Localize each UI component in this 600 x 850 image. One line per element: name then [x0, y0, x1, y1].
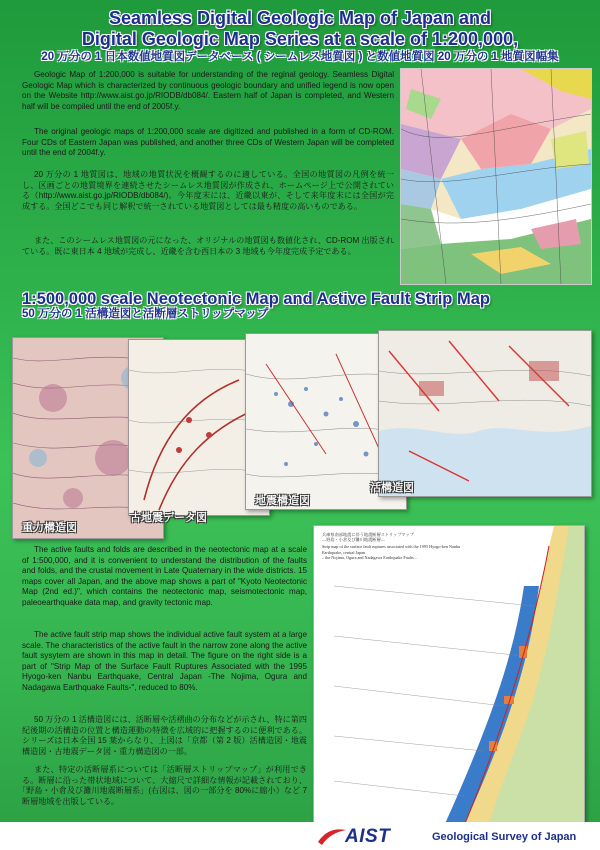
- poster-title-en: [0, 8, 600, 50]
- strip-map-caption: [322, 532, 472, 560]
- strip-map-caption-jp: 兵庫県南部地震に伴う地震断層ストリップマップ ―野島・小倉及び灘川地震断層―: [322, 532, 414, 543]
- section1-para1: Geologic Map of 1:200,000 is suitable for understanding of the reginal geology. Seamless Digital Geologic Map which is characterized by continuous geologic boundary and unified legend is now open on the Website http://www.aist.go.jp/RIODB/db084/. Eastern half of Japan is completed, and Western half will be compiled until the end of 2005f.y.: [22, 70, 394, 111]
- section2-para3: 50 万分の 1 活構造図には、活断層や活褶曲の分布などが示され、特に第四紀後期の活構造の位置と構造運動の特徴を広域的に把握するのに便利である。シリーズは日本全国 15 葉からなり、上図は「京都（第 2 版）活構造図・地震構造図・古地震データ図・重力構造図の一部。: [22, 715, 307, 756]
- neotectonic-map-collage: [0, 325, 600, 543]
- section2-para1: The active faults and folds are described in the neotectonic map at a scale of 1:500,000, and it is convenient to understand the distribution of the faults and folds, and the crustal movement in Late Quaternary in the wide districts. 15 maps cover all Japan, and the above map shows a part of "Kyoto Neotectonic Map (2nd ed.)", which contains the neotectonic map, seismotectonic map, paleoearthquake data map, and gravity tectonic map.: [22, 545, 307, 607]
- aist-logo: AIST: [345, 826, 391, 847]
- title-en-line1: Seamless Digital Geologic Map of Japan and: [108, 8, 492, 28]
- section1-para3: 20 万分の 1 地質図は、地域の地質状況を概観するのに適している。全国の地質図の凡例を統一し、区画ごとの地質境界を連続させたシームレス地質図が作成され、ホームページ上で公開されている（http://www.aist.go.jp/RIODB/db084/)。今年度末には、近畿以東が、そして来年度末には全国が完成する。全国どこでも同じ解釈で統一されている地質図としては最も精度の高いものである。: [22, 170, 394, 211]
- seamless-geologic-map-image: [400, 68, 592, 285]
- neotectonic-map-image: [378, 330, 592, 497]
- active-fault-strip-map-image: [313, 525, 585, 827]
- section2-para2: The active fault strip map shows the individual active fault system at a large scale. The characteristics of the active fault in the narrow zone along the active fault sysytem are shown in this map in detail. The figure on the right side is a part of "Strip Map of the Surface Fault Ruptures Associated with the 1995 Hyogo-ken Nanbu Earthquake, Central Japan -The Nojima, Ogura and Nadagawa Earthquake Faults-", reduced to 80%.: [22, 630, 307, 692]
- section2-title-en: 1:500,000 scale Neotectonic Map and Active Fault Strip Map: [22, 290, 490, 308]
- label-gravity-map: 重力構造図: [22, 522, 77, 534]
- section1-para4: また、このシームレス地質図の元になった、オリジナルの地質図も数値化され、CD-ROM 出版されている。既に東日本 4 地域が完成し、近畿を含む西日本の 3 地域も今年度完成予定である。: [22, 236, 394, 256]
- label-seismotectonic-map: 地震構造図: [255, 495, 310, 507]
- title-en-line2: Digital Geologic Map Series at a scale of 1:200,000,: [81, 29, 519, 49]
- section2-para4: また、特定の活断層系については「活断層ストリップマップ」が利用できる。断層に沿った帯状地域について、大縮尺で詳細な情報が記載されており、｢野島・小倉及び灘川地震断層系」(右図は、図の一部分を 80%に縮小）など 7 断層地域を出版している。: [22, 765, 307, 806]
- strip-map-caption-en: Strip map of the surface fault ruptures associated with the 1995 Hyogo-ken Nanbu Earthquake, central Japan – the Nojima, Ogura and Nadagawa Earthquake Faults –: [322, 544, 461, 560]
- section1-para2: The original geologic maps of 1:200,000 scale are digitized and published in a form of CD-ROM. Four CDs of Eastern Japan was published, and another three CDs of Western Japan will be completed until the end of 2004f.y.: [22, 127, 394, 158]
- aist-swoosh-icon: [318, 826, 346, 846]
- section2-title-jp: 50 万分の 1 活構造図と活断層ストリップマップ: [22, 308, 269, 320]
- label-paleoearthquake-map: 古地震データ図: [130, 512, 207, 524]
- organization-name: Geological Survey of Japan: [432, 831, 577, 843]
- label-neotectonic-map: 活構造図: [370, 482, 414, 494]
- poster-title-jp: 20 万分の 1 日本数値地質図データベース ( シームレス地質図 ) と数値地質図 20 万分の 1 地質図幅集: [41, 51, 559, 63]
